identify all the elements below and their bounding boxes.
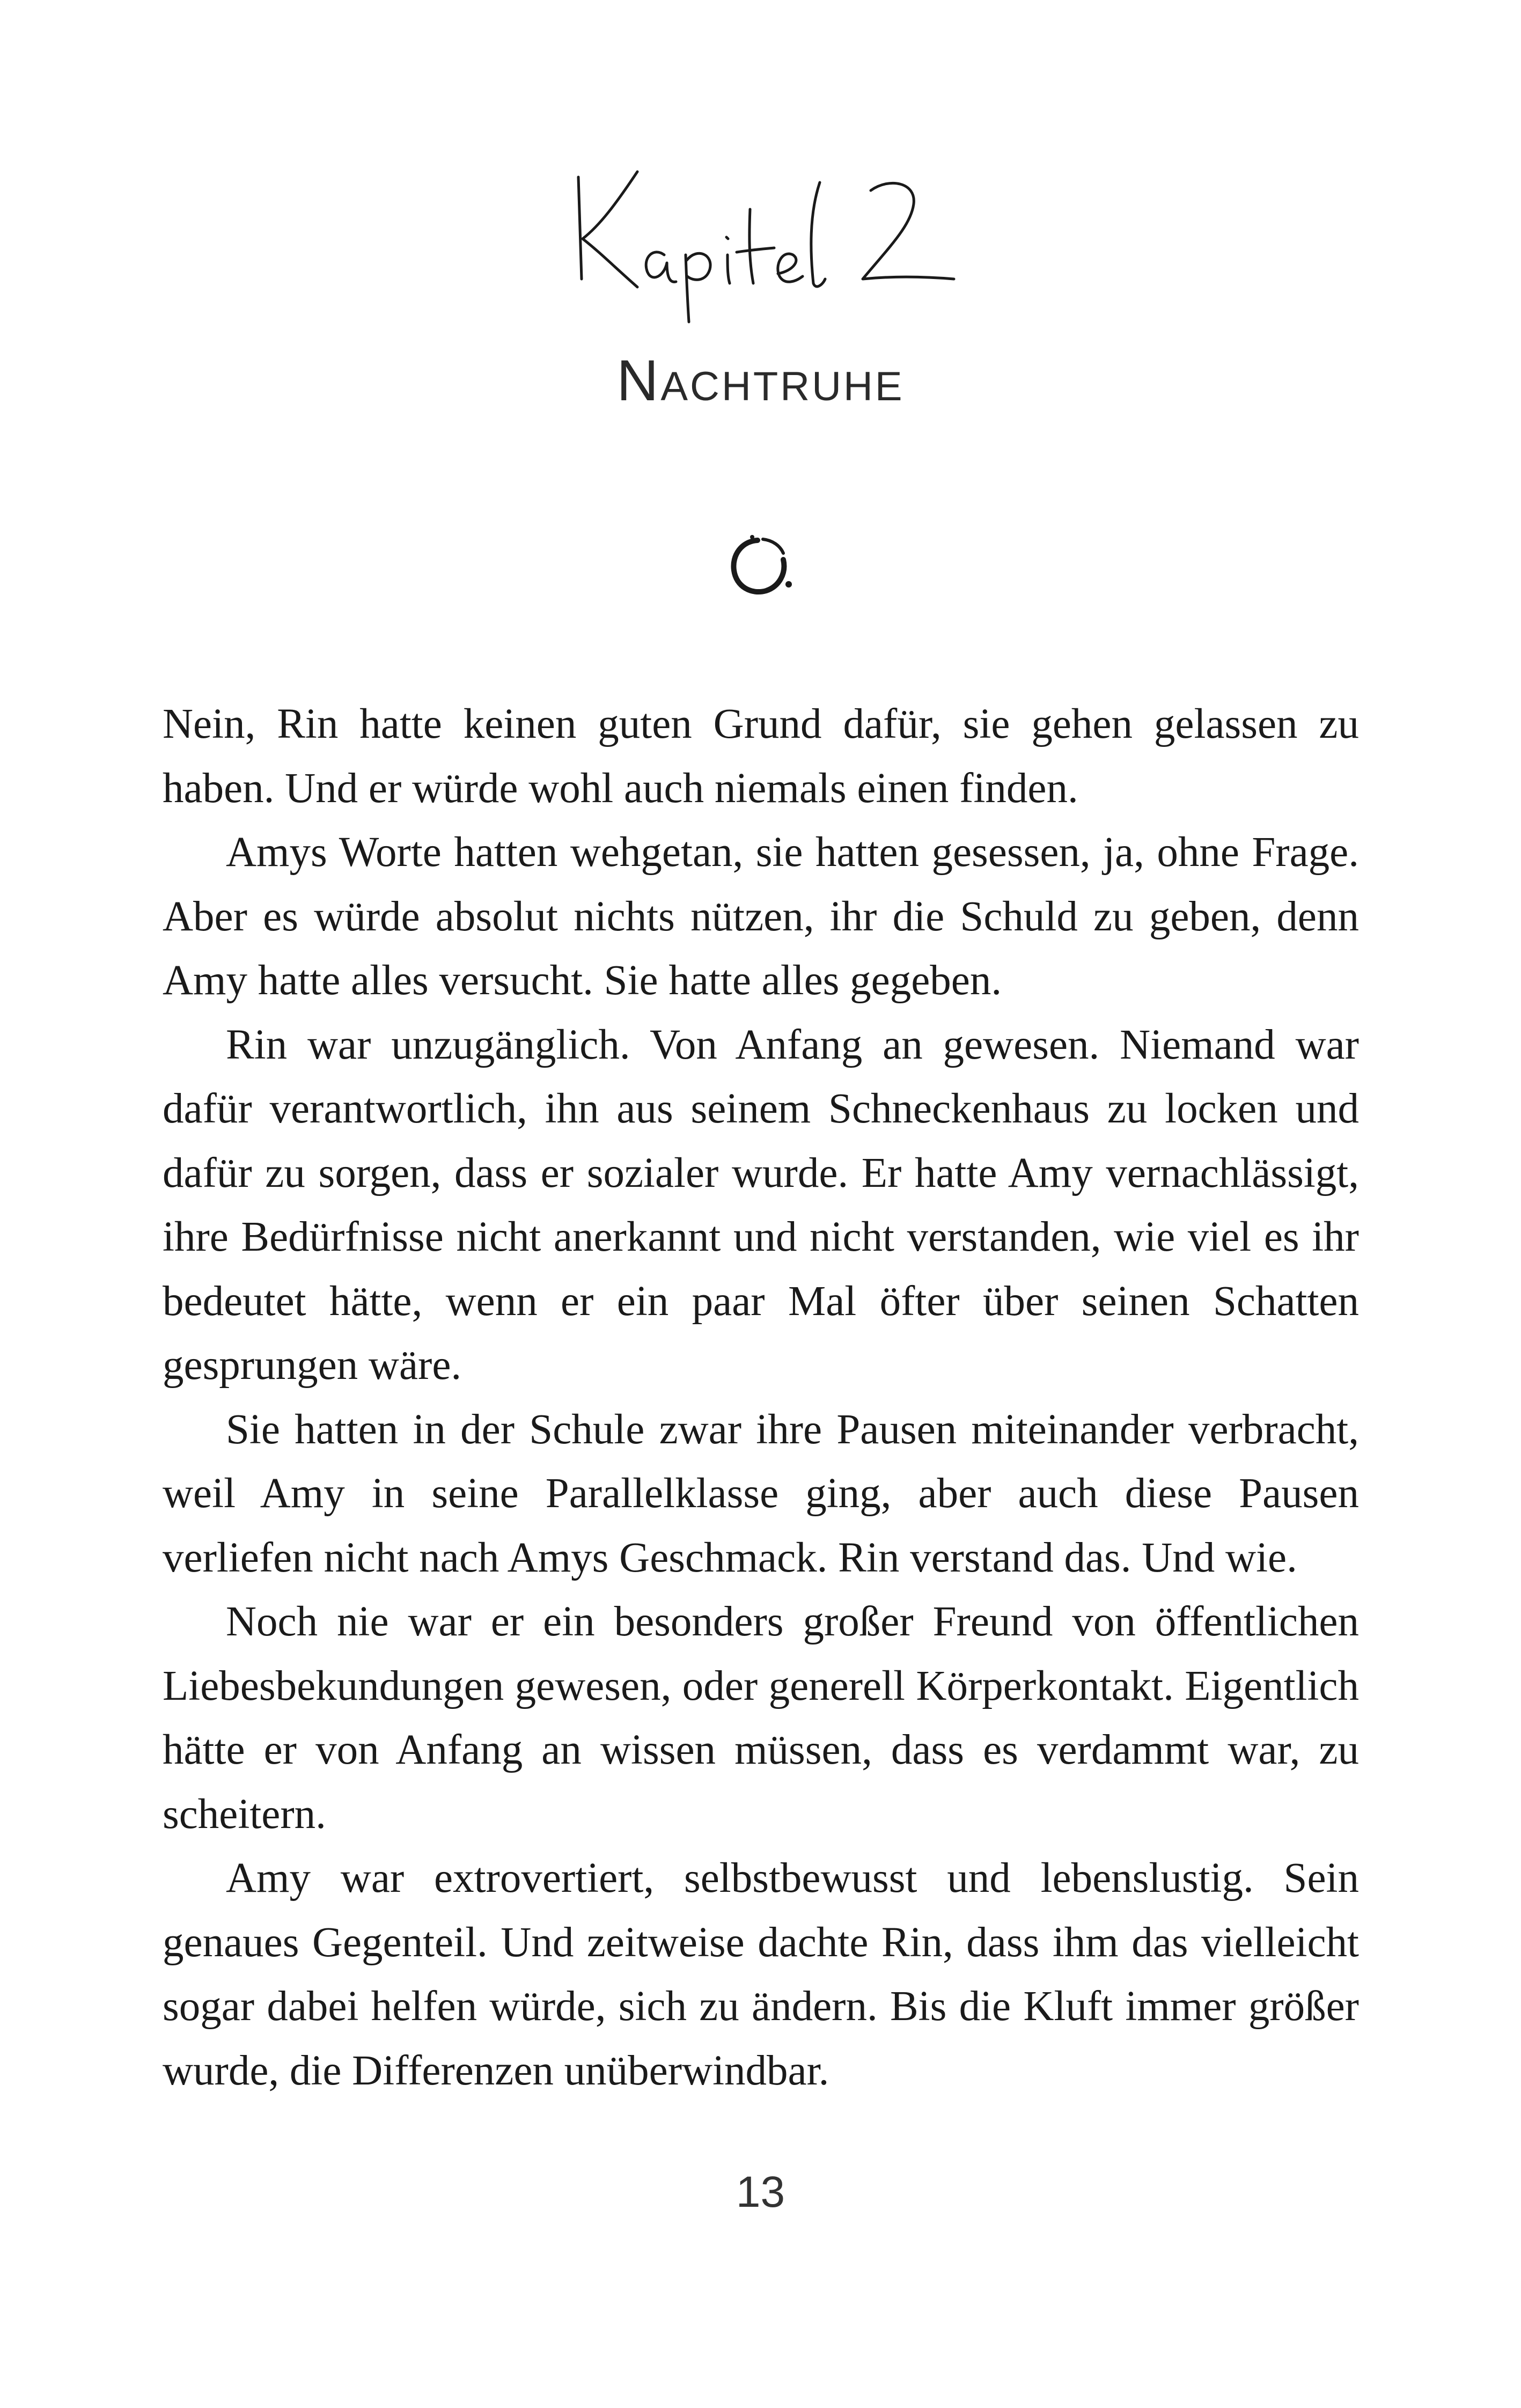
paragraph: Rin war unzugänglich. Von Anfang an gewesen. Niemand war dafür verantwortlich, ihn aus seinem Schneckenhaus zu locken und dafür zu sorgen, dass er sozialer wurde. Er hatte Amy vernachlässigt, ihre Bedürfnisse nicht anerkannt und nicht verstanden, wie viel es ihr bedeutet hätte, wenn er ein paar Mal öfter über seinen Schatten gesprungen wäre. [163, 1021, 1359, 1389]
chapter-subtitle: Nachtruhe [616, 348, 905, 413]
paragraph: Amys Worte hatten wehgetan, sie hatten gesessen, ja, ohne Frage. Aber es würde absolut nichts nützen, ihr die Schuld zu geben, denn Amy hatte alles versucht. Sie hatte alles gegeben. [163, 829, 1359, 1004]
chapter-title [0, 145, 1521, 338]
ring-icon [720, 528, 800, 609]
paragraph: Amy war extrovertiert, selbstbewusst und lebenslustig. Sein genaues Gegenteil. Und zeitweise dachte Rin, dass ihm das vielleicht sogar dabei helfen würde, sich zu ändern. Bis die Kluft immer größer wurde, die Differenzen unüberwindbar. [163, 1855, 1359, 2094]
chapter-body [163, 692, 1359, 2103]
chapter-title-script [557, 145, 965, 338]
page-number: 13 [736, 2168, 785, 2216]
paragraph: Sie hatten in der Schule zwar ihre Pausen miteinander verbracht, weil Amy in seine Parallelklasse ging, aber auch diese Pausen verliefen nicht nach Amys Geschmack. Rin verstand das. Und wie. [163, 1406, 1359, 1581]
paragraph: Noch nie war er ein besonders großer Freund von öffentlichen Liebesbekundungen gewesen, oder generell Körperkontakt. Eigentlich hätte er von Anfang an wissen müssen, dass es verdammt war, zu scheitern. [163, 1598, 1359, 1838]
paragraph: Nein, Rin hatte keinen guten Grund dafür, sie gehen gelassen zu haben. Und er würde wohl auch niemals einen finden. [163, 701, 1359, 812]
